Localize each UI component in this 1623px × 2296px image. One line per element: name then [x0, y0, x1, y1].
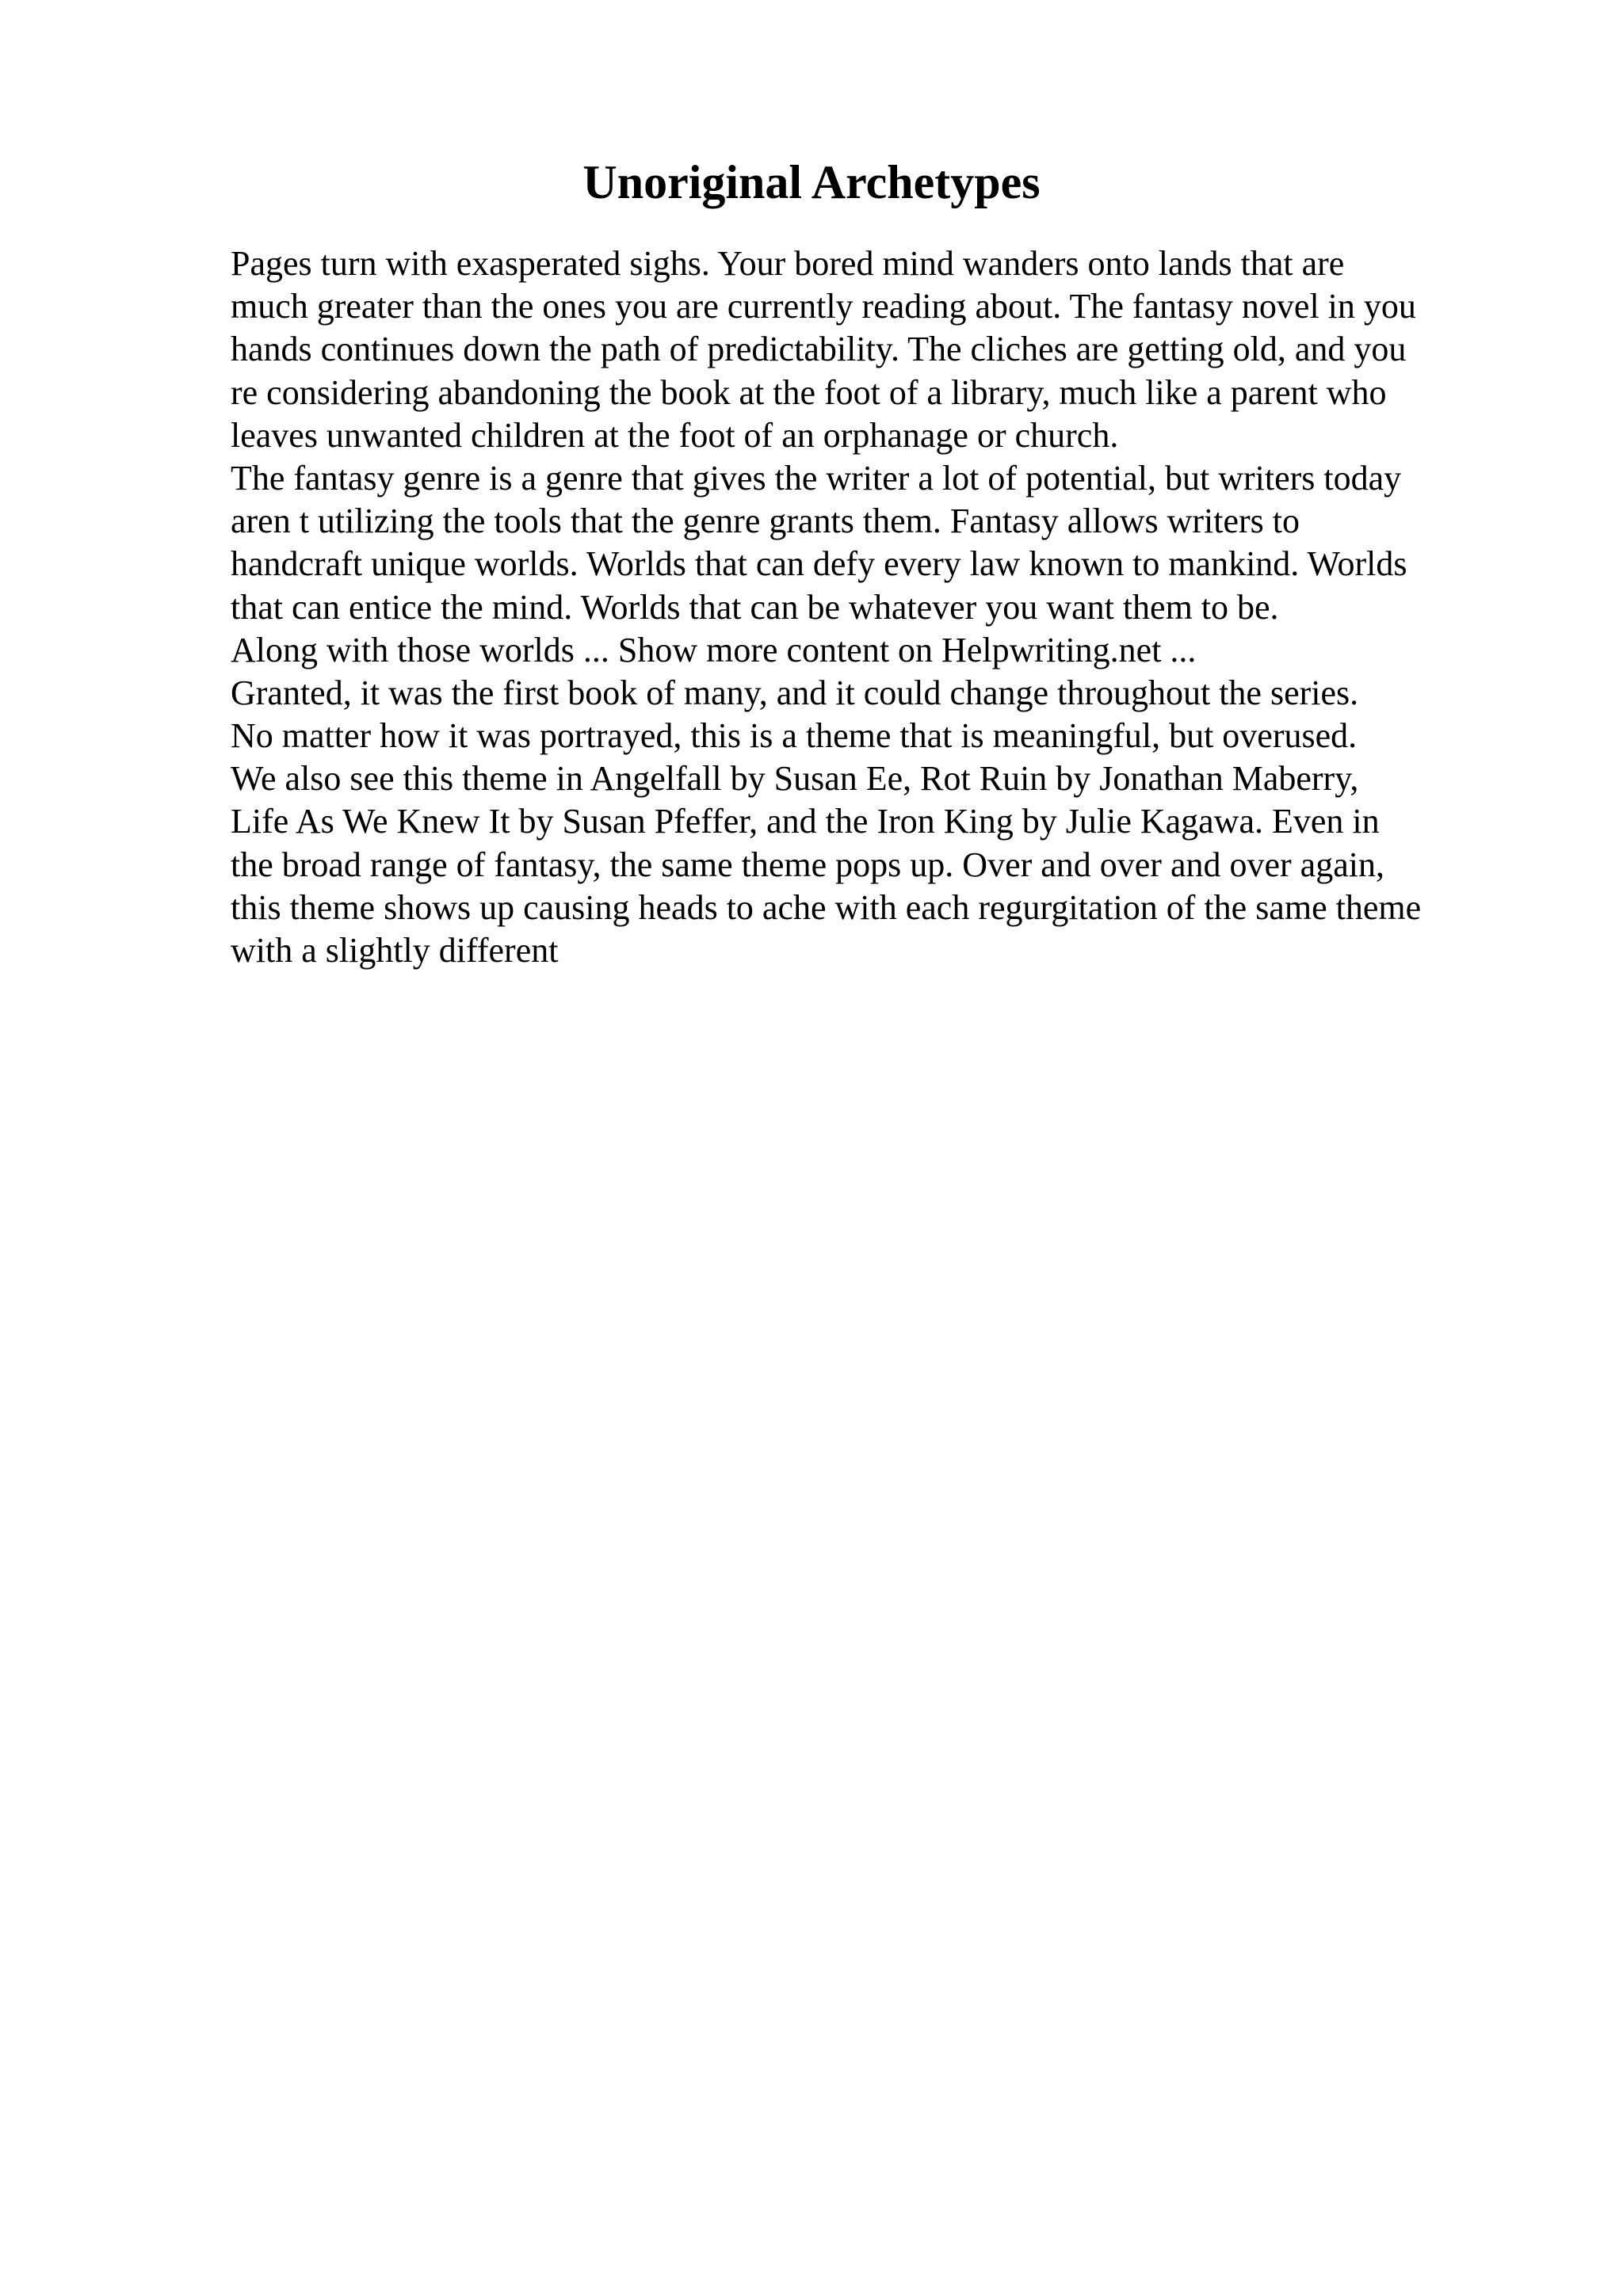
document-title: Unoriginal Archetypes: [582, 156, 1041, 208]
body-line: Along with those worlds ... Show more content on Helpwriting.net ...: [231, 630, 1197, 669]
body-line: this theme shows up causing heads to ache with each regurgitation of the same theme: [231, 887, 1422, 927]
body-line: aren t utilizing the tools that the genre grants them. Fantasy allows writers to: [231, 502, 1300, 541]
body-line: Granted, it was the first book of many, and it could change throughout the series.: [231, 673, 1359, 712]
body-line: leaves unwanted children at the foot of an orphanage or church.: [231, 415, 1119, 455]
body-line: hands continues down the path of predictability. The cliches are getting old, and you: [231, 330, 1407, 369]
body-line: Pages turn with exasperated sighs. Your bored mind wanders onto lands that are: [231, 244, 1345, 283]
body-line: much greater than the ones you are currently reading about. The fantasy novel in you: [231, 287, 1416, 326]
body-line: the broad range of fantasy, the same theme pops up. Over and over and over again,: [231, 845, 1384, 884]
body-line: We also see this theme in Angelfall by Susan Ee, Rot Ruin by Jonathan Maberry,: [231, 759, 1359, 799]
document-body: [231, 242, 1514, 972]
body-line: that can entice the mind. Worlds that can be whatever you want them to be.: [231, 587, 1279, 627]
body-line: Life As We Knew It by Susan Pfeffer, and the Iron King by Julie Kagawa. Even in: [231, 802, 1380, 841]
body-line: The fantasy genre is a genre that gives the writer a lot of potential, but writers today: [231, 458, 1402, 498]
body-line: No matter how it was portrayed, this is a theme that is meaningful, but overused.: [231, 716, 1358, 756]
body-line: handcraft unique worlds. Worlds that can defy every law known to mankind. Worlds: [231, 544, 1407, 584]
body-line: re considering abandoning the book at the foot of a library, much like a parent who: [231, 372, 1387, 412]
body-line: with a slightly different: [231, 931, 559, 970]
